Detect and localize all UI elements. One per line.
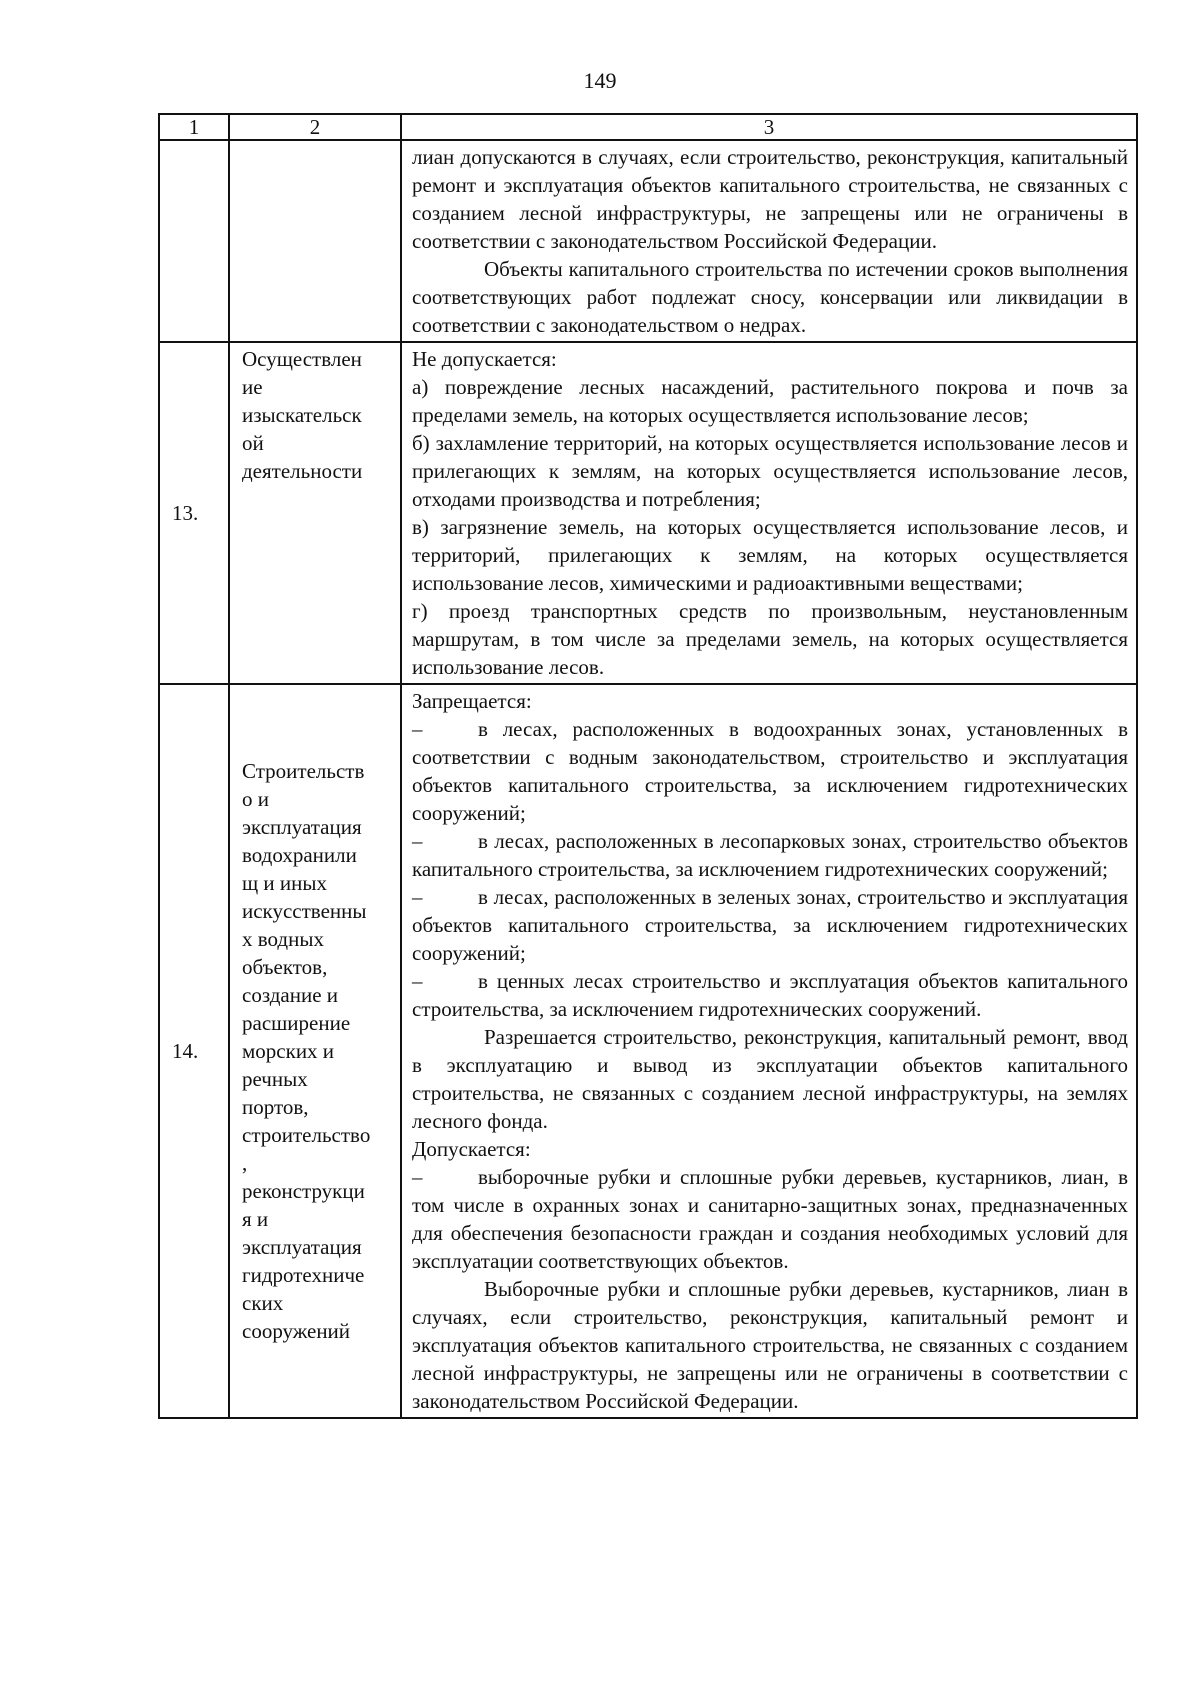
requirements-cell	[401, 684, 1137, 1418]
requirement-paragraph	[412, 883, 1128, 967]
requirement-paragraph	[412, 687, 1128, 715]
dash-marker: –	[412, 717, 423, 741]
activity-name-line: я и	[242, 1207, 269, 1231]
requirements-cell	[401, 140, 1137, 342]
row-number	[159, 140, 229, 342]
requirement-text: выборочные рубки и сплошные рубки деревьев, кустарников, лиан, в том числе в охранных зонах и санитарно-защитных зонах, предназначенных для обеспечения безопасности граждан и создания необходимых условий для эксплуатации соответствующих объектов.	[412, 1165, 1128, 1273]
activity-name-line: создание и	[242, 983, 339, 1007]
requirement-text: Разрешается строительство, реконструкция, капитальный ремонт, ввод в эксплуатацию и вывод из эксплуатации объектов капитального строительства, не связанных с созданием лесной инфраструктуры, на землях лесного фонда.	[412, 1025, 1128, 1133]
requirement-paragraph	[412, 1023, 1128, 1135]
dash-marker: –	[412, 969, 423, 993]
activity-name-line: портов,	[242, 1095, 309, 1119]
activity-name-line: гидротехниче	[242, 1263, 365, 1287]
header-col-2: 2	[229, 114, 401, 140]
requirement-paragraph	[412, 715, 1128, 827]
requirement-text: г) проезд транспортных средств по произвольным, неустановленным маршрутам, в том числе за пределами земель, на которых осуществляется использование лесов.	[412, 599, 1128, 679]
requirement-paragraph	[412, 1135, 1128, 1163]
requirement-text: Выборочные рубки и сплошные рубки деревьев, кустарников, лиан в случаях, если строительство, реконструкция, капитальный ремонт и эксплуатация объектов капитального строительства, не связанных с созданием лесной инфраструктуры, не запрещены или не ограничены в соответствии с законодательством Российской Федерации.	[412, 1277, 1128, 1413]
page-number: 149	[583, 68, 617, 93]
requirement-paragraph	[412, 373, 1128, 429]
activity-name-line: эксплуатация	[242, 815, 362, 839]
activity-name-line: ских	[242, 1291, 284, 1315]
activity-name-line: эксплуатация	[242, 1235, 362, 1259]
activity-name-line: Строительств	[242, 759, 365, 783]
requirement-text: в лесах, расположенных в зеленых зонах, строительство и эксплуатация объектов капитального строительства, за исключением гидротехнических сооружений;	[412, 885, 1128, 965]
activity-name-line: х водных	[242, 927, 324, 951]
activity-name-line: сооружений	[242, 1319, 351, 1343]
activity-name-line: речных	[242, 1067, 308, 1091]
row-number: 14.	[159, 684, 229, 1418]
requirements-cell	[401, 342, 1137, 684]
activity-name-line: реконструкци	[242, 1179, 365, 1203]
table-row	[159, 342, 1137, 684]
header-row	[159, 114, 1137, 140]
dash-marker: –	[412, 885, 423, 909]
table-row	[159, 140, 1137, 342]
requirement-text: лиан допускаются в случаях, если строительство, реконструкция, капитальный ремонт и эксплуатация объектов капитального строительства, не связанных с созданием лесной инфраструктуры, не запрещены или не ограничены в соответствии с законодательством Российской Федерации.	[412, 145, 1128, 253]
activity-name-line: объектов,	[242, 955, 328, 979]
requirement-text: в лесах, расположенных в водоохранных зонах, установленных в соответствии с водным законодательством, строительство и эксплуатация объектов капитального строительства, за исключением гидротехнических сооружений;	[412, 717, 1128, 825]
table-body	[159, 140, 1137, 1418]
regulation-table	[158, 113, 1138, 1419]
requirement-paragraph	[412, 143, 1128, 255]
requirement-paragraph	[412, 597, 1128, 681]
activity-name	[229, 684, 401, 1418]
dash-marker: –	[412, 829, 423, 853]
requirement-paragraph	[412, 1163, 1128, 1275]
requirement-text: в) загрязнение земель, на которых осуществляется использование лесов, и территорий, прилегающих к землям, на которых осуществляется использование лесов, химическими и радиоактивными веществами;	[412, 515, 1128, 595]
requirement-text: б) захламление территорий, на которых осуществляется использование лесов и прилегающих к землям, на которых осуществляется использование лесов, отходами производства и потребления;	[412, 431, 1128, 511]
activity-name-line: ,	[242, 1151, 248, 1175]
requirement-text: Не допускается:	[412, 347, 557, 371]
header-col-3: 3	[401, 114, 1137, 140]
requirement-text: Допускается:	[412, 1137, 531, 1161]
header-col-1: 1	[159, 114, 229, 140]
activity-name-line: деятельности	[242, 459, 363, 483]
activity-name-line: о и	[242, 787, 269, 811]
requirement-text: Объекты капитального строительства по истечении сроков выполнения соответствующих работ подлежат сносу, консервации или ликвидации в соответствии с законодательством о недрах.	[412, 257, 1128, 337]
requirement-paragraph	[412, 255, 1128, 339]
activity-name	[229, 342, 401, 684]
activity-name	[229, 140, 401, 342]
activity-name-line: ой	[242, 431, 264, 455]
requirement-paragraph	[412, 429, 1128, 513]
activity-name-line: изыскательск	[242, 403, 362, 427]
requirement-paragraph	[412, 967, 1128, 1023]
requirement-paragraph	[412, 513, 1128, 597]
activity-name-line: искусственны	[242, 899, 367, 923]
table-row	[159, 684, 1137, 1418]
requirement-paragraph	[412, 827, 1128, 883]
requirement-text: в лесах, расположенных в лесопарковых зонах, строительство объектов капитального строительства, за исключением гидротехнических сооружений;	[412, 829, 1128, 881]
requirement-text: в ценных лесах строительство и эксплуатация объектов капитального строительства, за исключением гидротехнических сооружений.	[412, 969, 1128, 1021]
activity-name-line: щ и иных	[242, 871, 327, 895]
requirement-text: а) повреждение лесных насаждений, растительного покрова и почв за пределами земель, на которых осуществляется использование лесов;	[412, 375, 1128, 427]
row-number: 13.	[159, 342, 229, 684]
requirement-paragraph	[412, 345, 1128, 373]
activity-name-line: ие	[242, 375, 263, 399]
requirement-text: Запрещается:	[412, 689, 532, 713]
requirement-paragraph	[412, 1275, 1128, 1415]
activity-name-line: Осуществлен	[242, 347, 362, 371]
activity-name-line: строительство	[242, 1123, 371, 1147]
activity-name-line: водохранили	[242, 843, 357, 867]
dash-marker: –	[412, 1165, 423, 1189]
activity-name-line: морских и	[242, 1039, 335, 1063]
activity-name-line: расширение	[242, 1011, 351, 1035]
